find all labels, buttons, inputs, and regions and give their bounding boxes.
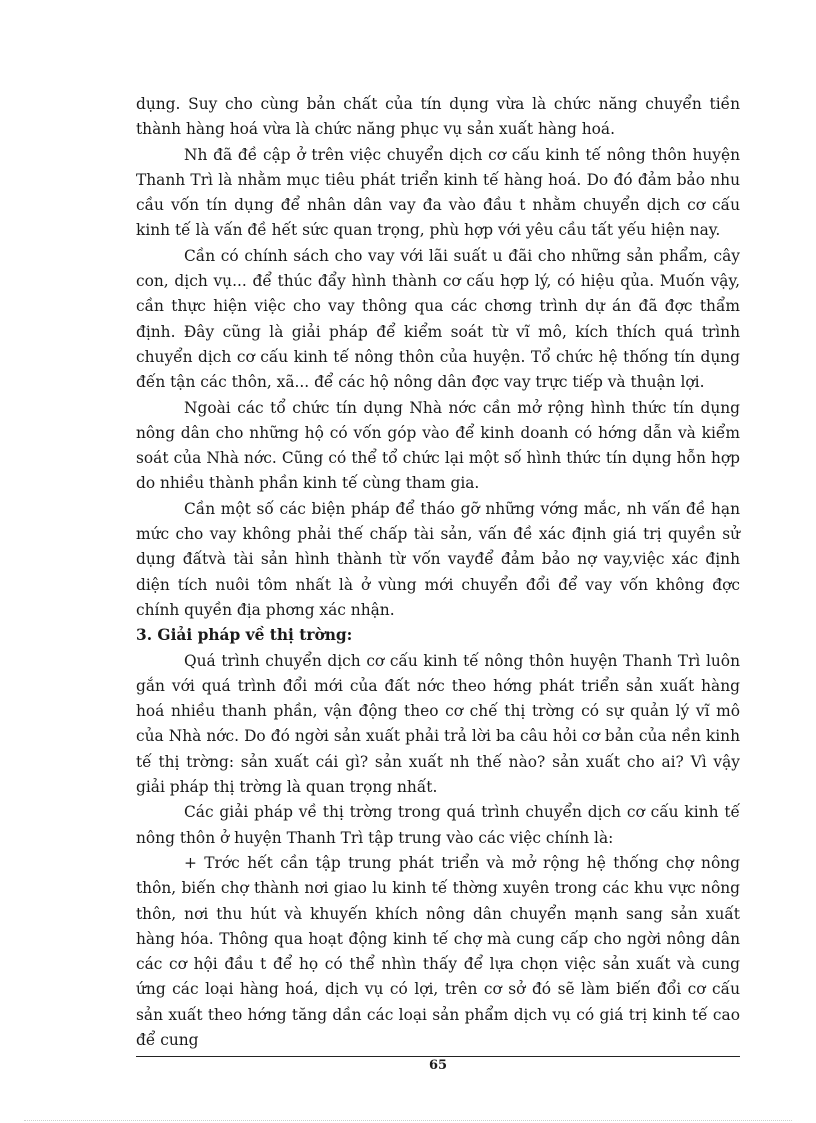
body-text xyxy=(136,92,740,1053)
paragraph-6: Quá trình chuyển dịch cơ cấu kinh tế nông thôn huyện Thanh Trì luôn gắn với quá trình đổi mới của đất nớc theo hớng phát triển sản xuất hàng hoá nhiều thanh phần, vận động theo cơ chế thị trờng có sự quản lý vĩ mô của Nhà nớc. Do đó ngời sản xuất phải trả lời ba câu hỏi cơ bản của nền kinh tế thị trờng: sản xuất cái gì? sản xuất nh thế nào? sản xuất cho ai? Vì vậy giải pháp thị trờng là quan trọng nhất. xyxy=(136,651,740,797)
paragraph-2: Nh đã đề cập ở trên việc chuyển dịch cơ cấu kinh tế nông thôn huyện Thanh Trì là nhằm mục tiêu phát triển kinh tế hàng hoá. Do đó đảm bảo nhu cầu vốn tín dụng để nhân dân vay đa vào đầu t nhằm chuyển dịch cơ cấu kinh tế là vấn đề hết sức quan trọng, phù hợp với yêu cầu tất yếu hiện nay. xyxy=(136,145,740,240)
paragraph-1: dụng. Suy cho cùng bản chất của tín dụng vừa là chức năng chuyển tiền thành hàng hoá vừa là chức năng phục vụ sản xuất hàng hoá. xyxy=(136,95,740,139)
section-heading: 3. Giải pháp về thị trờng: xyxy=(136,626,353,645)
page-edge-divider xyxy=(24,1120,792,1121)
paragraph-8: + Trớc hết cần tập trung phát triển và mở rộng hệ thống chợ nông thôn, biến chợ thành nơi giao lu kinh tế thờng xuyên trong các khu vực nông thôn, nơi thu hút và khuyến khích nông dân chuyển mạnh sang sản xuất hàng hóa. Thông qua hoạt động kinh tế chợ mà cung cấp cho ngời nông dân các cơ hội đầu t để họ có thể nhìn thấy để lựa chọn việc sản xuất và cung ứng các loại hàng hoá, dịch vụ có lợi, trên cơ sở đó sẽ làm biến đổi cơ cấu sản xuất theo hớng tăng dần các loại sản phẩm dịch vụ có giá trị kinh tế cao để cung xyxy=(136,853,740,1049)
paragraph-3: Cần có chính sách cho vay với lãi suất u đãi cho những sản phẩm, cây con, dịch vụ... để thúc đẩy hình thành cơ cấu hợp lý, có hiệu qủa. Muốn vậy, cần thực hiện việc cho vay thông qua các chơng trình dự án đã đợc thẩm định. Đây cũng là giải pháp để kiểm soát từ vĩ mô, kích thích quá trình chuyển dịch cơ cấu kinh tế nông thôn của huyện. Tổ chức hệ thống tín dụng đến tận các thôn, xã... để các hộ nông dân đợc vay trực tiếp và thuận lợi. xyxy=(136,246,740,392)
paragraph-4: Ngoài các tổ chức tín dụng Nhà nớc cần mở rộng hình thức tín dụng nông dân cho những hộ có vốn góp vào để kinh doanh có hớng dẫn và kiểm soát của Nhà nớc. Cũng có thể tổ chức lại một số hình thức tín dụng hỗn hợp do nhiều thành phần kinh tế cùng tham gia. xyxy=(136,398,740,493)
paragraph-5: Cần một số các biện pháp để tháo gỡ những vớng mắc, nh vấn đề hạn mức cho vay không phải thế chấp tài sản, vấn đề xác định giá trị quyền sử dụng đấtvà tài sản hình thành từ vốn vayđể đảm bảo nợ vay,việc xác định diện tích nuôi tôm nhất là ở vùng mới chuyển đổi để vay vốn không đợc chính quyền địa phơng xác nhận. xyxy=(136,499,740,619)
paragraph-7: Các giải pháp về thị trờng trong quá trình chuyển dịch cơ cấu kinh tế nông thôn ở huyện Thanh Trì tập trung vào các việc chính là: xyxy=(136,803,740,847)
footer-divider xyxy=(136,1056,740,1057)
page-number: 65 xyxy=(428,1058,448,1073)
